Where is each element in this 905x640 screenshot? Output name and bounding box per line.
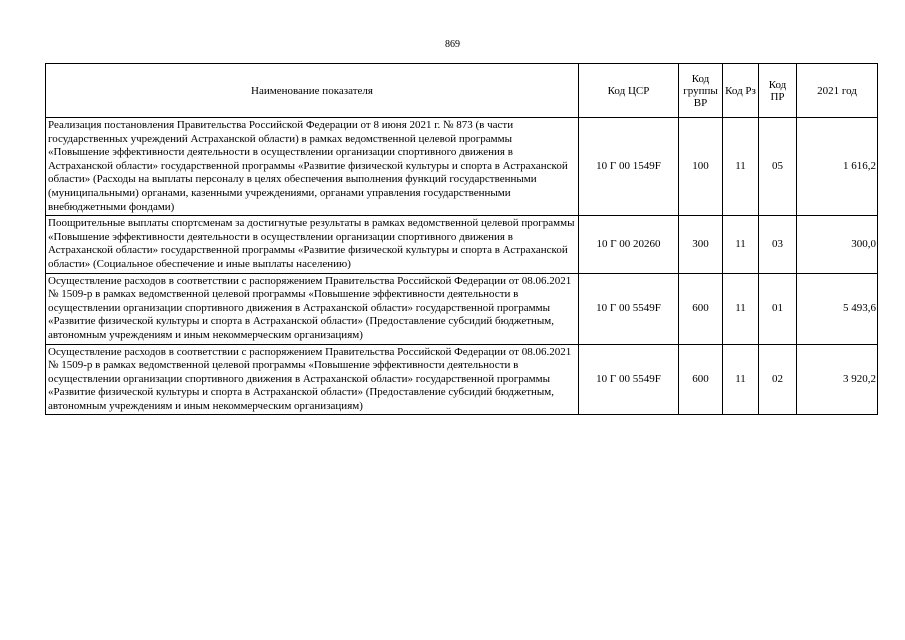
- header-pr-code: Код ПР: [759, 64, 797, 118]
- row-csr-code: 10 Г 00 5549F: [579, 344, 679, 415]
- row-pr-code: 05: [759, 118, 797, 216]
- row-name: Осуществление расходов в соответствии с распоряжением Правительства Российской Федерации от 08.06.2021 № 1509-р в рамках ведомственной целевой программы «Повышение эффективности деятельности в осуществлении организации спортивного движения в Астраханской области» государственной программы «Развитие физической культуры и спорта в Астраханской области» (Предоставление субсидий бюджетным, автономным учреждениям и иным некоммерческим организациям): [46, 344, 579, 415]
- header-csr-code: Код ЦСР: [579, 64, 679, 118]
- header-year-2021: 2021 год: [797, 64, 878, 118]
- row-amount: 5 493,6: [797, 273, 878, 344]
- row-amount: 3 920,2: [797, 344, 878, 415]
- header-rz-code: Код Рз: [723, 64, 759, 118]
- table-row: [46, 273, 878, 344]
- row-csr-code: 10 Г 00 5549F: [579, 273, 679, 344]
- header-vr-code: Код группы ВР: [679, 64, 723, 118]
- table-row: [46, 118, 878, 216]
- table-header-row: [46, 64, 878, 118]
- table-row: [46, 344, 878, 415]
- table-row: [46, 216, 878, 273]
- row-pr-code: 03: [759, 216, 797, 273]
- row-vr-code: 600: [679, 344, 723, 415]
- row-csr-code: 10 Г 00 20260: [579, 216, 679, 273]
- row-pr-code: 02: [759, 344, 797, 415]
- row-rz-code: 11: [723, 118, 759, 216]
- row-vr-code: 300: [679, 216, 723, 273]
- row-vr-code: 100: [679, 118, 723, 216]
- page-number: 869: [445, 39, 460, 50]
- row-rz-code: 11: [723, 273, 759, 344]
- row-name: Поощрительные выплаты спортсменам за достигнутые результаты в рамках ведомственной целевой программы «Повышение эффективности деятельности в осуществлении организации спортивного движения в Астраханской области» государственной программы «Развитие физической культуры и спорта в Астраханской области» (Социальное обеспечение и иные выплаты населению): [46, 216, 579, 273]
- row-amount: 1 616,2: [797, 118, 878, 216]
- row-amount: 300,0: [797, 216, 878, 273]
- row-pr-code: 01: [759, 273, 797, 344]
- row-rz-code: 11: [723, 344, 759, 415]
- header-name: Наименование показателя: [46, 64, 579, 118]
- row-vr-code: 600: [679, 273, 723, 344]
- budget-table: [45, 63, 878, 415]
- row-rz-code: 11: [723, 216, 759, 273]
- row-csr-code: 10 Г 00 1549F: [579, 118, 679, 216]
- row-name: Осуществление расходов в соответствии с распоряжением Правительства Российской Федерации от 08.06.2021 № 1509-р в рамках ведомственной целевой программы «Повышение эффективности деятельности в осуществлении организации спортивного движения в Астраханской области» государственной программы «Развитие физической культуры и спорта в Астраханской области» (Предоставление субсидий бюджетным, автономным учреждениям и иным некоммерческим организациям): [46, 273, 579, 344]
- row-name: Реализация постановления Правительства Российской Федерации от 8 июня 2021 г. № 873 (в части государственных учреждений Астраханской области) в рамках ведомственной целевой программы «Повышение эффективности деятельности в осуществлении организации спортивного движения в Астраханской области» государственной программы «Развитие физической культуры и спорта в Астраханской области» (Расходы на выплаты персоналу в целях обеспечения выполнения функций государственными (муниципальными) органами, казенными учреждениями, органами управления государственными внебюджетными фондами): [46, 118, 579, 216]
